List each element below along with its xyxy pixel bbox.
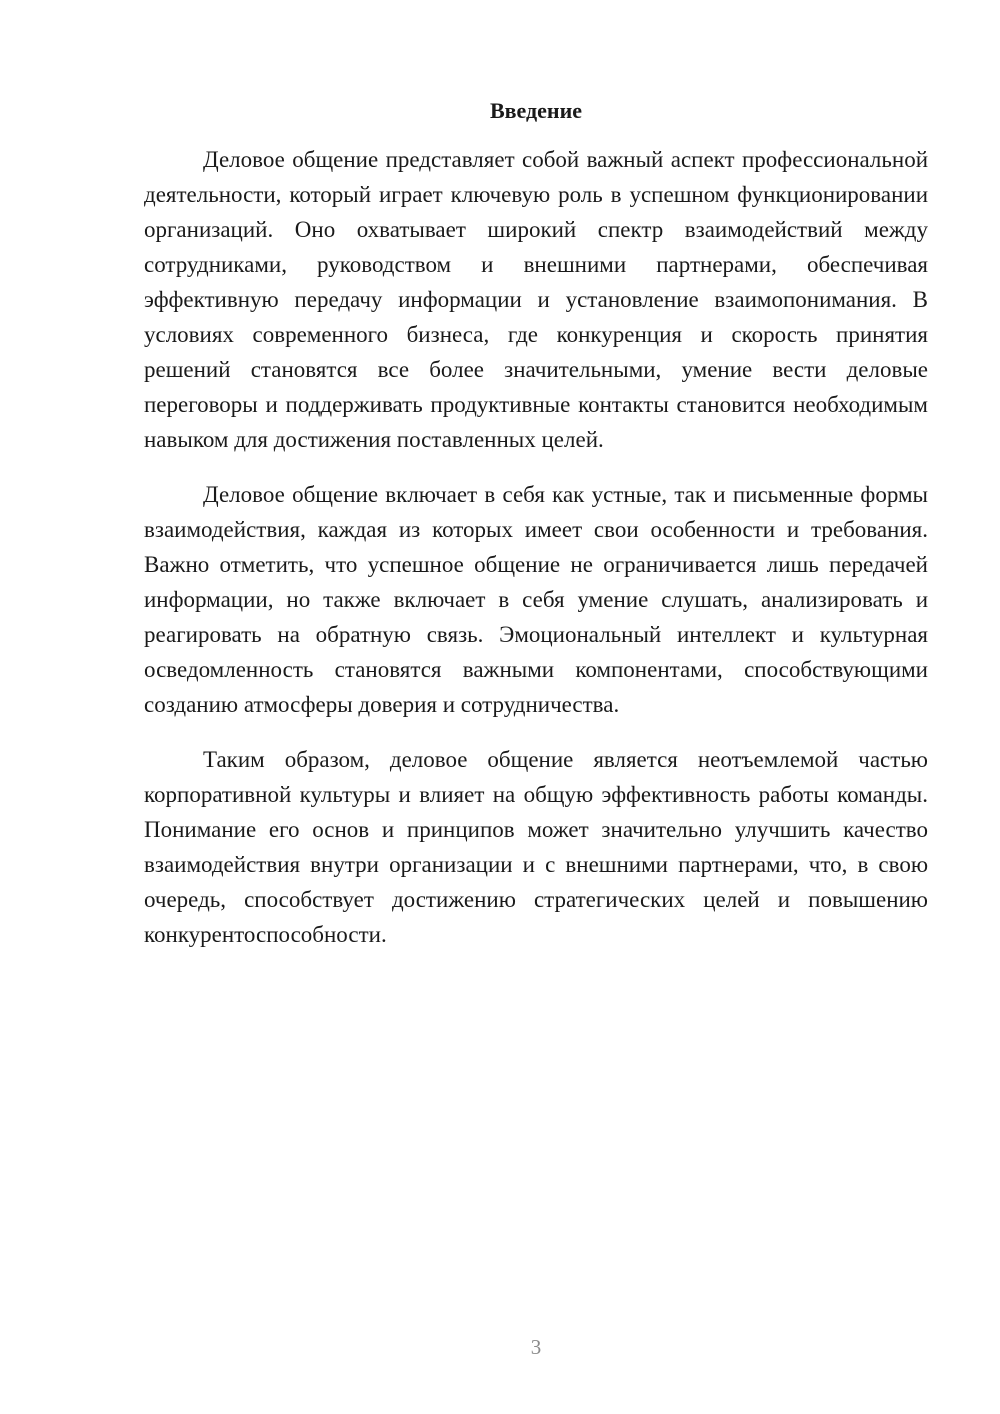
body-text (144, 142, 928, 972)
section-heading: Введение (489, 98, 583, 123)
paragraph-2: Деловое общение включает в себя как устные, так и письменные формы взаимодействия, каждая из которых имеет свои особенности и требования. Важно отметить, что успешное общение не ограничивается лишь передачей информации, но также включает в себя умение слушать, анализировать и реагировать на обратную связь. Эмоциональный интеллект и культурная осведомленность становятся важными компонентами, способствующими созданию атмосферы доверия и сотрудничества. (144, 482, 928, 717)
paragraph-3: Таким образом, деловое общение является неотъемлемой частью корпоративной культуры и влияет на общую эффективность работы команды. Понимание его основ и принципов может значительно улучшить качество взаимодействия внутри организации и с внешними партнерами, что, в свою очередь, способствует достижению стратегических целей и повышению конкурентоспособности. (144, 747, 928, 947)
paragraph-1: Деловое общение представляет собой важный аспект профессиональной деятельности, который играет ключевую роль в успешном функционировании организаций. Оно охватывает широкий спектр взаимодействий между сотрудниками, руководством и внешними партнерами, обеспечивая эффективную передачу информации и установление взаимопонимания. В условиях современного бизнеса, где конкуренция и скорость принятия решений становятся все более значительными, умение вести деловые переговоры и поддерживать продуктивные контакты становится необходимым навыком для достижения поставленных целей. (144, 147, 928, 452)
page-number: 3 (530, 1335, 542, 1359)
